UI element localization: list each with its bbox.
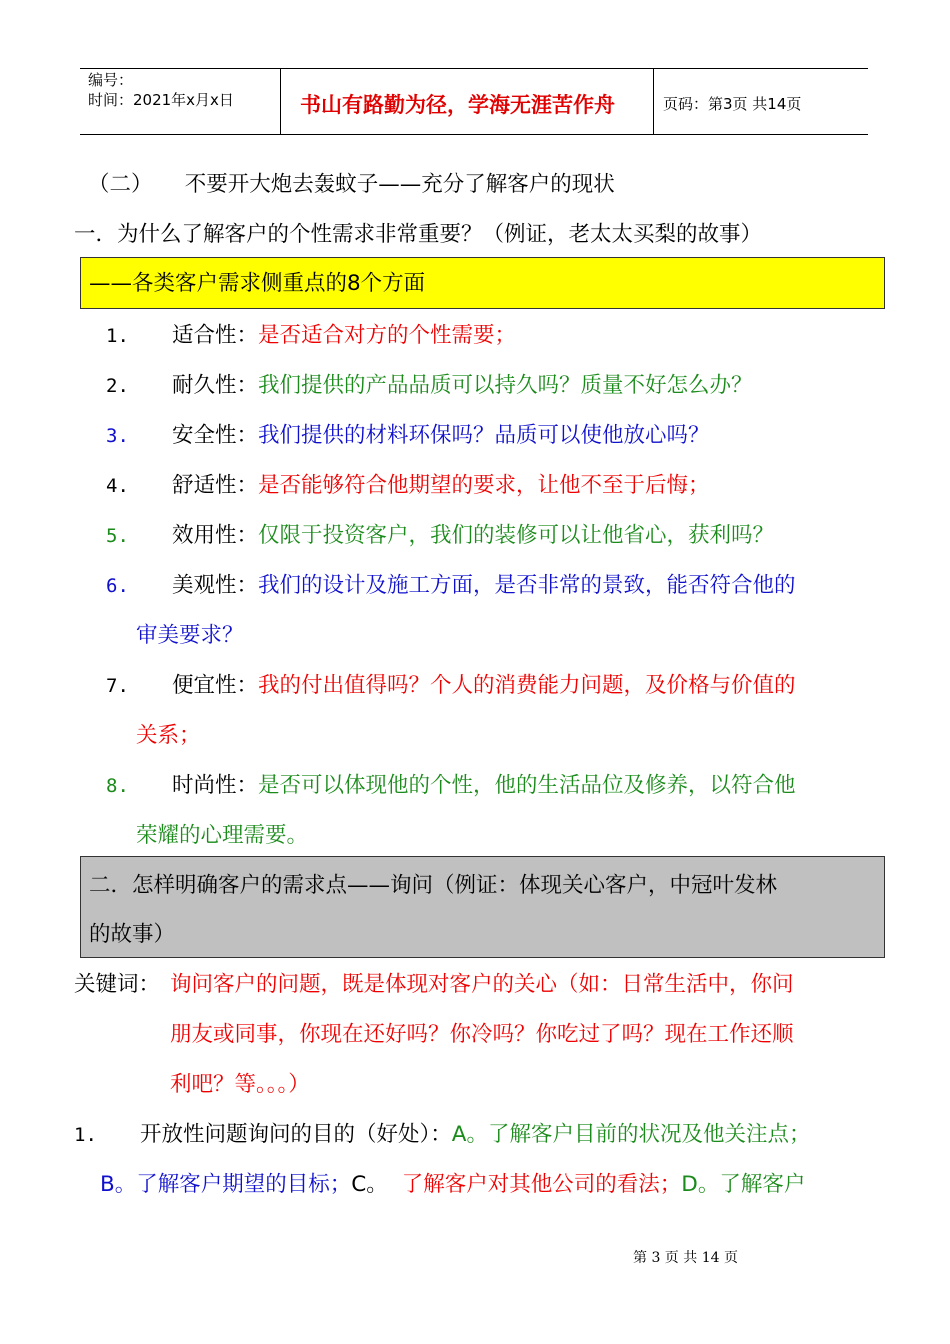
aspect-item-3: 3.	[106, 425, 129, 447]
aspect-desc-cont-8: 荣耀的心理需要。	[136, 823, 309, 848]
aspect-label: 安全性：	[172, 423, 259, 448]
aspect-row-5	[172, 521, 774, 551]
aspect-item-4: 4.	[106, 475, 129, 497]
aspect-label: 耐久性：	[172, 373, 259, 398]
gray-box-line-2: 的故事）	[89, 922, 176, 947]
aspect-desc-cont-6: 审美要求？	[136, 623, 244, 648]
aspect-item-2: 2.	[106, 375, 129, 397]
aspect-row-2	[172, 371, 753, 401]
aspect-desc: 仅限于投资客户，我们的装修可以让他省心，获利吗？	[258, 523, 775, 548]
keywords-label: 关键词：	[74, 972, 161, 997]
question-1-title: 一．为什么了解客户的个性需求非常重要？（例证，老太太买梨的故事）	[74, 222, 763, 247]
keywords-line-1: 询问客户的问题，既是体现对客户的关心（如：日常生活中，你问	[170, 972, 794, 997]
yellow-highlight-box	[80, 257, 885, 309]
aspect-desc: 是否可以体现他的个性，他的生活品位及修养，以符合他	[258, 773, 796, 798]
aspect-desc: 我们的设计及施工方面，是否非常的景致，能否符合他的	[258, 573, 796, 598]
open-question-b: B。了解客户期望的目标；	[100, 1172, 352, 1197]
header-number-label: 编号：	[88, 71, 134, 89]
aspect-row-6	[172, 571, 796, 601]
aspect-label: 美观性：	[172, 573, 259, 598]
header-page-info: 页码：第3页 共14页	[663, 95, 802, 113]
aspect-row-1	[172, 321, 516, 351]
open-question-c-label: C。	[351, 1172, 388, 1197]
aspect-item-1: 1.	[106, 325, 129, 347]
aspect-item-5: 5.	[106, 525, 129, 547]
header-top-rule	[80, 68, 868, 69]
aspect-label: 舒适性：	[172, 473, 259, 498]
open-question-row-2	[100, 1170, 805, 1200]
open-question-d: D。了解客户	[681, 1172, 806, 1197]
aspect-item-7: 7.	[106, 675, 129, 697]
open-question-a: A。了解客户目前的状况及他关注点；	[451, 1122, 811, 1147]
header-date: 时间：2021年x月x日	[88, 91, 234, 109]
aspect-label: 适合性：	[172, 323, 259, 348]
keywords-line-2: 朋友或同事，你现在还好吗？你冷吗？你吃过了吗？现在工作还顺	[170, 1022, 794, 1047]
header-divider-2	[653, 68, 654, 135]
gray-box-line-1: 二．怎样明确客户的需求点——询问（例证：体现关心客户，中冠叶发林	[89, 873, 778, 898]
yellow-box-text: ——各类客户需求侧重点的8个方面	[89, 271, 426, 296]
aspect-desc: 我们提供的产品品质可以持久吗？质量不好怎么办？	[258, 373, 753, 398]
aspect-desc-cont-7: 关系；	[136, 723, 201, 748]
aspect-row-3	[172, 421, 710, 451]
aspect-label: 便宜性：	[172, 673, 259, 698]
open-question-row	[140, 1120, 810, 1150]
open-question-text: 开放性问题询问的目的（好处）：	[140, 1122, 452, 1147]
aspect-desc: 是否适合对方的个性需要；	[258, 323, 517, 348]
page-footer: 第 3 页 共 14 页	[633, 1250, 738, 1266]
header-divider-1	[280, 68, 281, 135]
header-bottom-rule	[80, 134, 868, 135]
header-motto: 书山有路勤为径，学海无涯苦作舟	[300, 93, 615, 117]
open-question-c: 了解客户对其他公司的看法；	[401, 1172, 682, 1197]
aspect-item-6: 6.	[106, 575, 129, 597]
open-question-number: 1.	[74, 1124, 97, 1146]
aspect-row-8	[172, 771, 796, 801]
aspect-item-8: 8.	[106, 775, 129, 797]
keywords-line-3: 利吧？等。。。）	[170, 1072, 310, 1097]
aspect-desc: 我们提供的材料环保吗？品质可以使他放心吗？	[258, 423, 710, 448]
gray-highlight-box	[80, 856, 885, 958]
aspect-label: 时尚性：	[172, 773, 259, 798]
aspect-row-4	[172, 471, 710, 501]
aspect-desc: 我的付出值得吗？个人的消费能力问题，及价格与价值的	[258, 673, 796, 698]
aspect-desc: 是否能够符合他期望的要求，让他不至于后悔；	[258, 473, 710, 498]
aspect-row-7	[172, 671, 796, 701]
section-title: （二） 不要开大炮去轰蚊子——充分了解客户的现状	[88, 172, 615, 197]
aspect-label: 效用性：	[172, 523, 259, 548]
